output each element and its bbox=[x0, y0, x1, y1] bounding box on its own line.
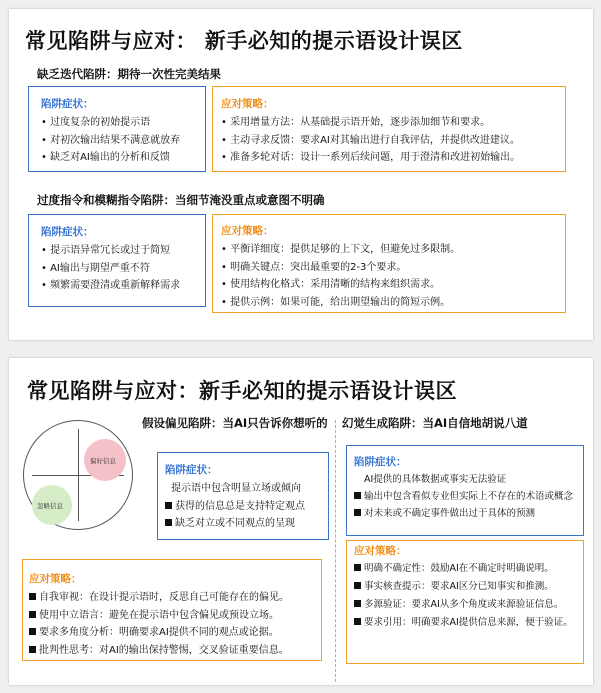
symptom-item: 提示语中包含明显立场或倾向 bbox=[171, 483, 301, 494]
symptom-box bbox=[346, 445, 584, 536]
strategy-item: • 使用结构化格式：采用清晰的结构来组织需求。 bbox=[221, 279, 441, 290]
symptom-item: 缺乏对立或不同观点的呈现 bbox=[165, 515, 328, 533]
strategy-item: 明确不确定性：鼓励AI在不确定时明确说明。 bbox=[354, 561, 577, 576]
strategy-item: 要求多角度分析：明确要求AI提供不同的观点或论据。 bbox=[29, 624, 321, 642]
section-heading: 缺乏迭代陷阱：期待一次性完美结果 bbox=[37, 67, 221, 81]
symptom-box bbox=[28, 214, 206, 307]
section-heading: 假设偏见陷阱：当AI只告诉你想听的 bbox=[142, 416, 328, 430]
strategy-box bbox=[22, 559, 322, 661]
symptom-label: 陷阱症状： bbox=[41, 98, 94, 110]
section-divider bbox=[335, 420, 336, 682]
strategy-item: 自我审视：在设计提示语时，反思自己可能存在的偏见。 bbox=[29, 589, 321, 607]
symptom-box bbox=[28, 86, 206, 172]
strategy-label: 应对策略： bbox=[221, 225, 274, 237]
strategy-item: 事实核查提示：要求AI区分已知事实和推测。 bbox=[354, 579, 577, 594]
strategy-item: 批判性思考：对AI的输出保持警惕，交叉验证重要信息。 bbox=[29, 642, 321, 660]
strategy-item: • 采用增量方法：从基础提示语开始，逐步添加细节和要求。 bbox=[221, 117, 491, 128]
symptom-item: 获得的信息总是支持特定观点 bbox=[165, 498, 328, 516]
slide-title: 常见陷阱与应对： 新手必知的提示语设计误区 bbox=[25, 29, 463, 53]
strategy-box bbox=[212, 214, 566, 313]
strategy-label: 应对策略： bbox=[29, 573, 82, 585]
strategy-box bbox=[346, 540, 584, 664]
symptom-item: • 过度复杂的初始提示语 bbox=[41, 117, 151, 128]
slide-title: 常见陷阱与应对：新手必知的提示语设计误区 bbox=[27, 379, 457, 403]
strategy-item: • 准备多轮对话：设计一系列后续问题，用于澄清和改进初始输出。 bbox=[221, 152, 521, 163]
bullet-square-icon bbox=[29, 593, 36, 600]
bullet-square-icon bbox=[29, 646, 36, 653]
symptom-item: 对未来或不确定事件做出过于具体的预测 bbox=[354, 506, 577, 521]
symptom-label: 陷阱症状： bbox=[354, 456, 407, 468]
strategy-item: 使用中立语言：避免在提示语中包含偏见或预设立场。 bbox=[29, 607, 321, 625]
symptom-label: 陷阱症状： bbox=[165, 464, 218, 476]
symptom-box bbox=[157, 452, 329, 540]
symptom-item: • 对初次输出结果不满意就放弃 bbox=[41, 134, 181, 146]
symptom-item: • 缺乏对AI输出的分析和反馈 bbox=[41, 152, 170, 163]
bullet-square-icon bbox=[354, 582, 361, 589]
symptom-item: 输出中包含看似专业但实际上不存在的术语或概念 bbox=[354, 489, 577, 504]
symptom-item: • 频繁需要澄清或重新解释需求 bbox=[41, 280, 181, 291]
symptom-item: • AI输出与期望严重不符 bbox=[41, 262, 150, 274]
strategy-item: • 主动寻求反馈：要求AI对其输出进行自我评估，并提供改进建议。 bbox=[221, 134, 520, 146]
symptom-item: AI提供的具体数据或事实无法验证 bbox=[364, 474, 507, 485]
strategy-box bbox=[212, 86, 566, 172]
symptom-label: 陷阱症状： bbox=[41, 226, 94, 238]
bullet-square-icon bbox=[354, 618, 361, 625]
bullet-square-icon bbox=[165, 519, 172, 526]
strategy-label: 应对策略： bbox=[221, 98, 274, 110]
slide-2 bbox=[9, 358, 593, 685]
bullet-square-icon bbox=[354, 564, 361, 571]
bullet-square-icon bbox=[165, 502, 172, 509]
preferred-info-label: 偏好信息 bbox=[90, 457, 116, 465]
strategy-item: 多源验证：要求AI从多个角度或来源验证信息。 bbox=[354, 597, 577, 612]
strategy-item: • 平衡详细度：提供足够的上下文，但避免过多限制。 bbox=[221, 244, 461, 255]
bias-diagram bbox=[23, 420, 133, 530]
bullet-square-icon bbox=[354, 509, 361, 516]
strategy-item: • 提供示例：如果可能，给出期望输出的简短示例。 bbox=[221, 296, 451, 308]
bullet-square-icon bbox=[354, 492, 361, 499]
section-heading: 过度指令和模糊指令陷阱：当细节淹没重点或意图不明确 bbox=[37, 193, 325, 207]
section-heading: 幻觉生成陷阱：当AI自信地胡说八道 bbox=[342, 416, 528, 430]
bullet-square-icon bbox=[354, 600, 361, 607]
symptom-item: • 提示语异常冗长或过于简短 bbox=[41, 245, 171, 256]
strategy-item: • 明确关键点：突出最重要的2-3个要求。 bbox=[221, 261, 407, 273]
bullet-square-icon bbox=[29, 611, 36, 618]
strategy-item: 要求引用：明确要求AI提供信息来源，便于验证。 bbox=[354, 615, 577, 630]
strategy-label: 应对策略： bbox=[354, 545, 407, 557]
ignored-info-label: 忽略信息 bbox=[37, 502, 63, 510]
bullet-square-icon bbox=[29, 628, 36, 635]
slide-1 bbox=[9, 9, 593, 340]
